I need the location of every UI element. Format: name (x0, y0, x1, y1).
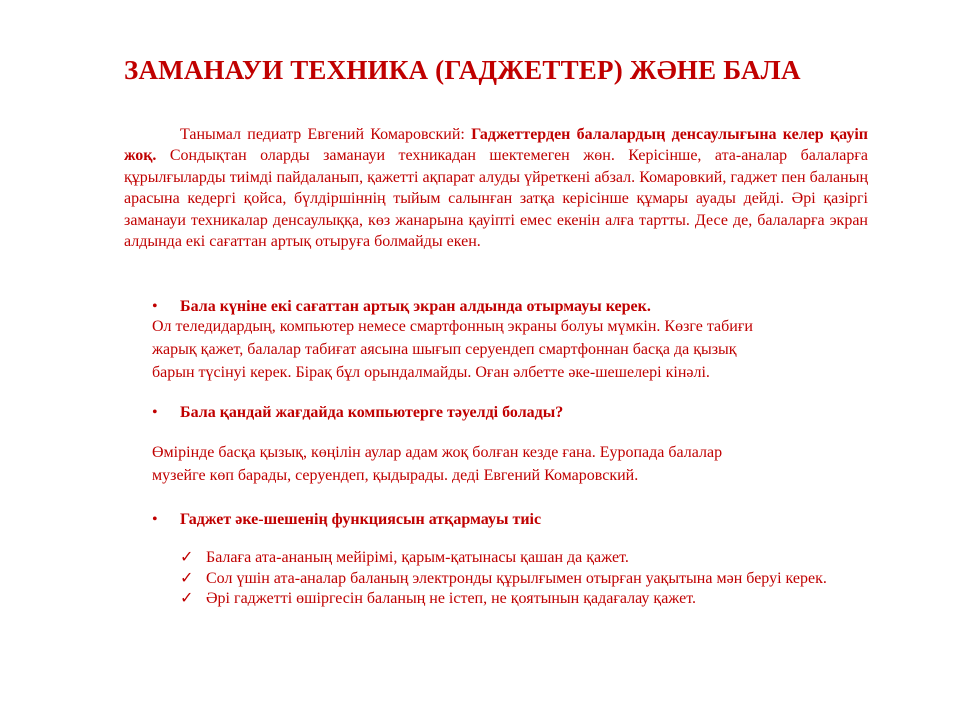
checklist-item (180, 569, 870, 590)
section-heading-screen-time (152, 296, 651, 317)
checkmark-icon: ✓ (180, 569, 194, 587)
checklist-item-text: Балаға ата-ананың мейірімі, қарым-қатынасы қашан да қажет. (206, 549, 629, 566)
paragraph-line: жарық қажет, балалар табиғат аясына шығып серуендеп смартфоннан басқа да қызық (152, 341, 737, 358)
checklist-item (180, 548, 870, 569)
bullet-icon: • (152, 404, 158, 421)
bullet-icon: • (152, 298, 158, 315)
document-title: ЗАМАНАУИ ТЕХНИКА (ГАДЖЕТТЕР) ЖӘНЕ БАЛА (124, 55, 801, 85)
paragraph-line: Өмірінде басқа қызық, көңілін аулар адам жоқ болған кезде ғана. Еуропада балалар (152, 444, 723, 461)
paragraph-line: Ол теледидардың, компьютер немесе смартфонның экраны болуы мүмкін. Көзге табиғи (152, 318, 753, 335)
section-paragraph-dependency (152, 441, 852, 487)
intro-body: Сондықтан оларды заманауи техникадан шектемеген жөн. Керісінше, ата-аналар балаларға құрылғыларды тиімді пайдаланып, қажетті ақпарат алуды үйреткені абзал. Комаровкий, гаджет пен баланың арасына кедергі қойса, бүлдіршіннің тыйым салынған затқа керісінше құмары ауады дейді. Әрі қазіргі заманауи техникалар денсаулыққа, көз жанарына қауіпті емес екенін алға тартты. Десе де, балаларға экран алдында екі сағаттан артық отыруға болмайды екен. (124, 147, 868, 251)
paragraph-line: барын түсінуі керек. Бірақ бұл орындалмайды. Оған әлбетте әке-шешелері кінәлі. (152, 364, 710, 381)
bullet-icon: • (152, 511, 158, 528)
section-heading-label: Гаджет әке-шешенің функциясын атқармауы тиіс (180, 511, 542, 528)
paragraph-line: музейге көп барады, серуендеп, қыдырады. деді Евгений Комаровский. (152, 467, 639, 484)
intro-paragraph (124, 124, 868, 252)
section-paragraph-screen-time (152, 315, 852, 384)
section-heading-dependency (152, 402, 563, 423)
intro-bold-statement: Гаджеттерден балалардың денсаулығына келер қауіп жоқ. (124, 126, 869, 165)
checklist (180, 548, 870, 610)
section-heading-parent-role (152, 509, 541, 530)
checklist-item (180, 589, 870, 610)
checklist-item-text: Әрі гаджетті өшіргесін баланың не істеп, не қоятынын қадағалау қажет. (206, 590, 697, 607)
checklist-item-text: Сол үшін ата-аналар баланың электронды құрылғымен отырған уақытына мән беруі керек. (206, 569, 827, 587)
intro-lead: Танымал педиатр Евгений Комаровский: (180, 126, 472, 143)
section-heading-label: Бала қандай жағдайда компьютерге тәуелді болады? (180, 404, 564, 421)
section-heading-label: Бала күніне екі сағаттан артық экран алдында отырмауы керек. (180, 298, 651, 315)
checkmark-icon: ✓ (180, 549, 194, 566)
checkmark-icon: ✓ (180, 590, 194, 607)
